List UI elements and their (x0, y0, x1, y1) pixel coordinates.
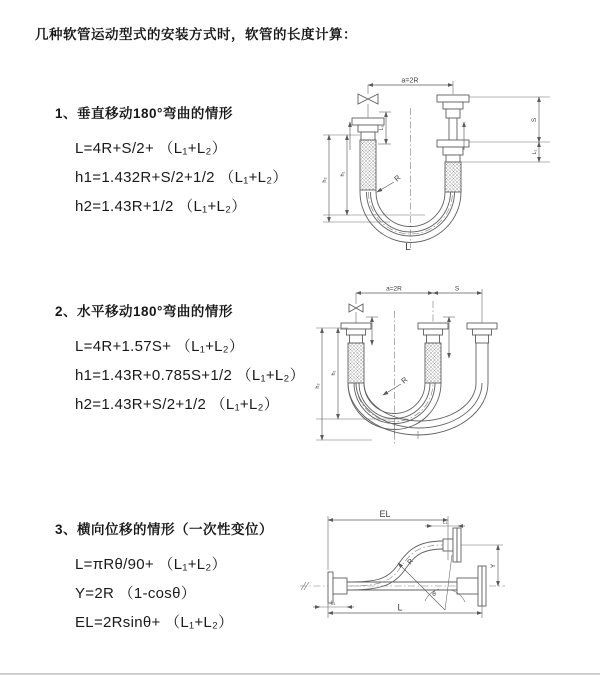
left-flange (328, 572, 347, 603)
middle-leg-fitting (418, 323, 448, 383)
left-leg-fitting (341, 323, 371, 383)
dim-label-l1: L₁ (442, 519, 448, 526)
formula-line: L=πRθ/90+ （L₁+L₂） (75, 556, 227, 573)
radius-callout (383, 375, 410, 395)
valve-icon (358, 85, 378, 118)
dimension-l1-left (313, 601, 354, 608)
section-2-formulas (75, 331, 305, 418)
section-2-heading: 2、水平移动180°弯曲的情形 (55, 304, 233, 319)
dimension-el (328, 509, 448, 570)
formula-line: Y=2R （1-cosθ） (75, 585, 197, 602)
radius-label: R (406, 557, 416, 567)
right-flange (457, 566, 486, 606)
section-3-formulas (75, 549, 273, 636)
radius-label: R (392, 172, 403, 184)
dimension-a2r (356, 286, 433, 294)
radius-label: R (399, 374, 410, 386)
section-vertical-movement (55, 102, 288, 220)
radius-and-angle (398, 555, 465, 610)
dim-label-h1: h₁ (340, 171, 346, 177)
document-title: 几种软管运动型式的安装方式时，软管的长度计算： (35, 27, 357, 42)
section-horizontal-movement (55, 300, 305, 418)
dim-label-h2: h₂ (315, 383, 321, 389)
formula-line: h2=1.43R+1/2 （L₁+L₂） (75, 198, 247, 215)
dimension-l1-left (378, 112, 391, 144)
dim-label-s: S (454, 285, 460, 293)
dim-label-h1: h₁ (331, 370, 337, 376)
section-lateral-displacement (55, 518, 273, 636)
section-1-formulas (75, 133, 288, 220)
right-leg-fitting (467, 323, 497, 357)
dim-label-y: Y (490, 563, 497, 569)
dim-label-l: L (397, 602, 403, 613)
diagram-lateral-displacement (295, 500, 595, 660)
dimension-a2r (368, 78, 453, 95)
dim-label-l1: L₁ (379, 125, 385, 131)
length-label: L (405, 242, 411, 253)
dimension-s (433, 286, 482, 324)
dim-label-s: S (531, 117, 538, 123)
dim-label-h2: h₂ (322, 177, 328, 183)
diagram-vertical-180-bend (310, 70, 590, 265)
dimension-l1-top (425, 520, 465, 527)
dim-label-el: EL (379, 509, 391, 519)
valve-icon (349, 293, 363, 323)
section-1-heading: 1、垂直移动180°弯曲的情形 (55, 106, 233, 121)
formula-line: h2=1.43R+S/2+1/2 （L₁+L₂） (75, 396, 280, 413)
formula-line: h1=1.432R+S/2+1/2 （L₁+L₂） (75, 169, 288, 186)
formula-line: L=4R+1.57S+ （L₁+L₂） (75, 338, 245, 355)
dim-label-a2r: a=2R (386, 285, 402, 293)
formula-line: EL=2Rsinθ+ （L₁+L₂） (75, 614, 234, 631)
dimension-l (328, 600, 482, 619)
formula-line: L=4R+S/2+ （L₁+L₂） (75, 140, 227, 157)
dim-label-a2r: a=2R (401, 77, 419, 85)
dimension-s-right (461, 97, 550, 162)
angle-label: θ (432, 591, 436, 598)
formula-line: h1=1.43R+0.785S+1/2 （L₁+L₂） (75, 367, 305, 384)
section-3-heading: 3、横向位移的情形（一次性变位） (55, 522, 274, 537)
dim-label-l1: L₁ (330, 600, 336, 607)
dim-label-l1: L₁ (532, 149, 538, 155)
radius-callout (377, 173, 403, 192)
diagram-horizontal-180-bend (312, 283, 590, 463)
hose-s-curve (347, 541, 443, 590)
